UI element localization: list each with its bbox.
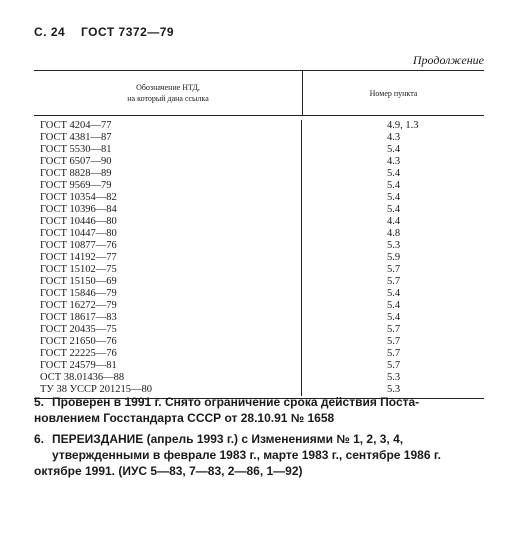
document-cell: ГОСТ 10354—82: [34, 192, 302, 204]
item-cell: 5.3: [387, 240, 401, 251]
table-row: [34, 240, 484, 252]
document-cell: ГОСТ 16272—79: [34, 300, 302, 312]
document-cell: ОСТ 38.01436—88: [34, 372, 302, 384]
paragraph-6-number: 6.: [34, 432, 45, 446]
document-cell: ГОСТ 15102—75: [34, 264, 302, 276]
item-cell: 4.9, 1.3: [387, 120, 419, 131]
table-row: [34, 204, 484, 216]
table-row: [34, 276, 484, 288]
item-cell: 5.4: [387, 168, 401, 179]
document-cell: ГОСТ 10396—84: [34, 204, 302, 216]
references-table: [34, 70, 484, 399]
document-cell: ГОСТ 10447—80: [34, 228, 302, 240]
table-header: [34, 71, 484, 116]
item-cell: 4.8: [387, 228, 401, 239]
document-cell: ГОСТ 18617—83: [34, 312, 302, 324]
paragraph-6-line3: октябре 1991. (ИУС 5—83, 7—83, 2—86, 1—92): [34, 464, 303, 478]
item-cell: 5.4: [387, 300, 401, 311]
table-row: [34, 324, 484, 336]
table-row: [34, 360, 484, 372]
column-header-document-line1: Обозначение НТД,: [136, 83, 200, 92]
table-row: [34, 264, 484, 276]
item-cell: 5.7: [387, 276, 401, 287]
table-row: [34, 312, 484, 324]
document-cell: ГОСТ 8828—89: [34, 168, 302, 180]
document-cell: ГОСТ 15846—79: [34, 288, 302, 300]
table-row: [34, 228, 484, 240]
item-cell: 5.4: [387, 192, 401, 203]
item-cell: 5.7: [387, 360, 401, 371]
paragraph-6-line1: ПЕРЕИЗДАНИЕ (апрель 1993 г.) с Изменениями № 1, 2, 3, 4,: [52, 432, 404, 446]
item-cell: 5.7: [387, 324, 401, 335]
item-cell: 5.4: [387, 144, 401, 155]
document-cell: ГОСТ 6507—90: [34, 156, 302, 168]
paragraph-5: [34, 394, 484, 426]
paragraph-6-line2: утвержденными в феврале 1983 г., марте 1983 г., сентябре 1986 г.: [52, 448, 441, 462]
document-cell: ГОСТ 21650—76: [34, 336, 302, 348]
item-cell: 5.9: [387, 252, 401, 263]
item-cell: 5.7: [387, 264, 401, 275]
document-cell: ГОСТ 10446—80: [34, 216, 302, 228]
table-row: [34, 216, 484, 228]
document-cell: ГОСТ 22225—76: [34, 348, 302, 360]
document-cell: ГОСТ 20435—75: [34, 324, 302, 336]
document-cell: ГОСТ 9569—79: [34, 180, 302, 192]
item-cell: 5.3: [387, 372, 401, 383]
item-cell: 5.4: [387, 180, 401, 191]
page-number: С. 24: [34, 25, 66, 39]
item-cell: 5.7: [387, 336, 401, 347]
paragraph-6: [34, 431, 484, 479]
table-row: [34, 348, 484, 360]
document-cell: ГОСТ 4204—77: [34, 120, 302, 132]
column-header-document: [34, 71, 303, 115]
document-cell: ГОСТ 5530—81: [34, 144, 302, 156]
document-cell: ГОСТ 15150—69: [34, 276, 302, 288]
table-row: [34, 168, 484, 180]
table-row: [34, 300, 484, 312]
table-row: [34, 252, 484, 264]
item-cell: 5.7: [387, 348, 401, 359]
item-cell: 4.4: [387, 216, 401, 227]
table-row: [34, 132, 484, 144]
paragraph-5-line1: Проверен в 1991 г. Снято ограничение срока действия Поста-: [52, 395, 420, 409]
table-row: [34, 336, 484, 348]
item-cell: 5.4: [387, 312, 401, 323]
item-cell: 5.3: [387, 384, 401, 395]
table-row: [34, 192, 484, 204]
item-cell: 4.3: [387, 132, 401, 143]
table-row: [34, 156, 484, 168]
document-cell: ТУ 38 УССР 201215—80: [34, 384, 302, 396]
document-cell: ГОСТ 14192—77: [34, 252, 302, 264]
table-body: [34, 116, 484, 398]
table-row: [34, 288, 484, 300]
item-cell: 5.4: [387, 288, 401, 299]
item-cell: 4.3: [387, 156, 401, 167]
continuation-label: Продолжение: [412, 53, 484, 67]
paragraph-5-number: 5.: [34, 395, 45, 409]
column-header-item: Номер пункта: [369, 88, 418, 98]
table-row: [34, 144, 484, 156]
document-cell: ГОСТ 10877—76: [34, 240, 302, 252]
table-row: [34, 120, 484, 132]
column-header-document-line2: на который дана ссылка: [127, 94, 209, 103]
document-cell: ГОСТ 24579—81: [34, 360, 302, 372]
paragraph-5-line2: новлением Госстандарта СССР от 28.10.91 № 1658: [34, 411, 335, 425]
page-header: [34, 25, 186, 39]
document-cell: ГОСТ 4381—87: [34, 132, 302, 144]
standard-designation: ГОСТ 7372—79: [81, 25, 175, 39]
table-row: [34, 180, 484, 192]
table-row: [34, 372, 484, 384]
item-cell: 5.4: [387, 204, 401, 215]
